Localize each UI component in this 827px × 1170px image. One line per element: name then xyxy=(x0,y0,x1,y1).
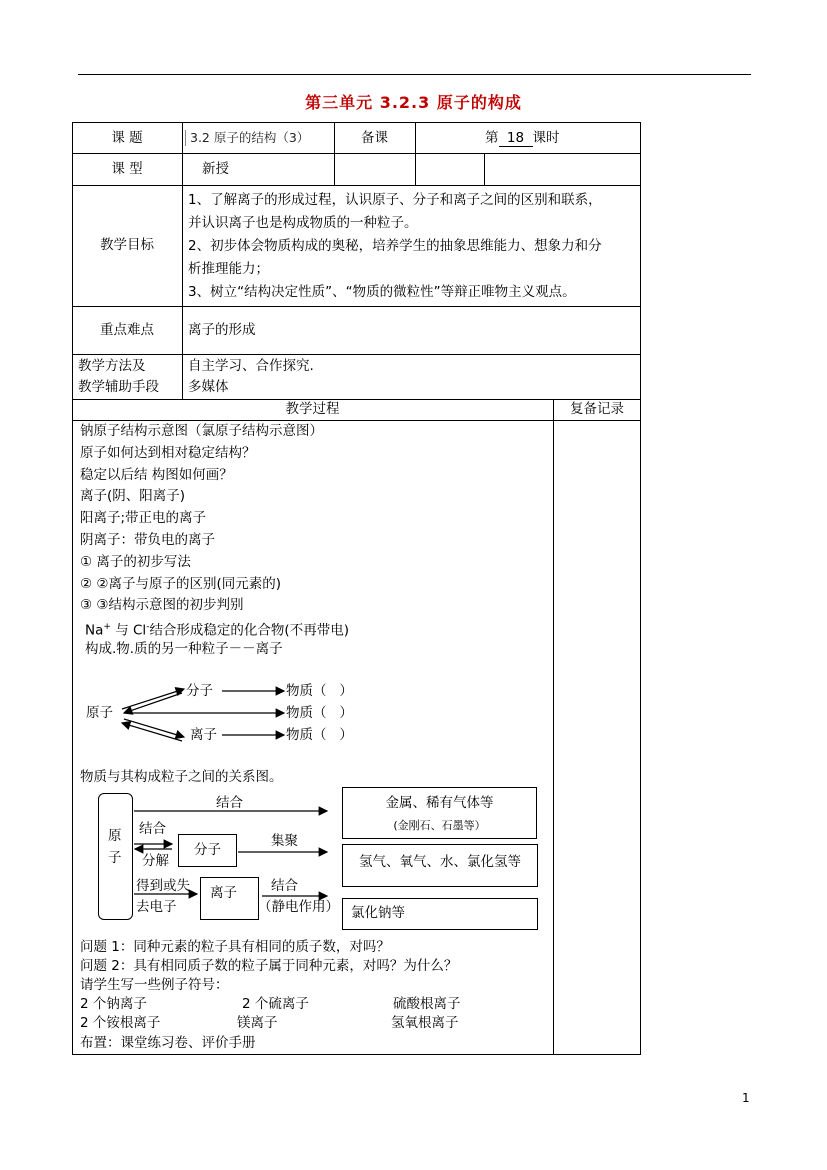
process-line: 钠原子结构示意图（氯原子结构示意图） xyxy=(80,423,323,439)
d2-electrostatic: （静电作用） xyxy=(258,899,339,915)
example-1-1: 2 个钠离子 xyxy=(80,996,147,1012)
process-line: ③ ③结构示意图的初步判别 xyxy=(80,597,244,614)
example-1-2: 2 个硫离子 xyxy=(242,996,309,1012)
d2-combine-top: 结合 xyxy=(216,795,243,811)
d2-metals-note: (金刚石、石墨等） xyxy=(393,819,486,832)
cl-symbol: 与 Cl xyxy=(110,622,147,639)
ke-xing-label: 课 型 xyxy=(111,161,143,177)
another-particle: 构成.物.质的另一种粒子－－离子 xyxy=(85,641,283,657)
d2-ion: 离子 xyxy=(210,885,237,901)
na-charge: + xyxy=(103,622,111,632)
goal-line: 并认识离子也是构成物质的一种粒子。 xyxy=(188,215,418,231)
cl-charge: - xyxy=(146,622,150,632)
d2-atom-char-1: 原 xyxy=(108,828,122,844)
na-cl-rest: 结合形成稳定的化合物(不再带电) xyxy=(149,622,349,639)
process-line: 阴离子：带负电的离子 xyxy=(80,531,215,548)
ke-ti-label: 课 题 xyxy=(111,130,143,146)
d1-ion: 离子 xyxy=(190,727,217,743)
ke-xing-value: 新授 xyxy=(202,161,229,177)
assignment: 布置：课堂练习卷、评价手册 xyxy=(80,1035,256,1051)
process-header: 教学过程 xyxy=(285,401,340,417)
page-title: 第三单元 3.2.3 原子的构成 xyxy=(305,93,522,112)
d1-substance-2: 物质（ ） xyxy=(286,705,353,721)
lesson-prefix: 第 xyxy=(485,130,499,146)
d2-combine-ion: 结合 xyxy=(271,878,298,894)
key-points-value: 离子的形成 xyxy=(188,322,256,338)
lesson-plan-table xyxy=(72,122,641,1055)
goal-line: 1、了解离子的形成过程，认识原子、分子和离子之间的区别和联系， xyxy=(188,192,602,208)
ask-symbols: 请学生写一些例子符号： xyxy=(80,977,229,993)
methods-value-1: 自主学习、合作探究. xyxy=(188,358,314,374)
relation-title: 物质与其构成粒子之间的关系图。 xyxy=(80,769,283,785)
d1-molecule: 分子 xyxy=(186,683,213,699)
bei-ke-label: 备课 xyxy=(361,130,388,146)
process-line: 原子如何达到相对稳定结构？ xyxy=(80,444,256,461)
process-line: 离子(阴、阳离子) xyxy=(80,488,186,505)
d1-atom: 原子 xyxy=(86,705,113,721)
methods-value-2: 多媒体 xyxy=(188,379,229,395)
example-2-2: 镁离子 xyxy=(237,1015,278,1031)
example-2-1: 2 个铵根离子 xyxy=(80,1015,161,1031)
process-line: 阳离子;带正电的离子 xyxy=(80,510,207,527)
d2-gain-lose-2: 去电子 xyxy=(136,899,177,915)
question-2: 问题 2：具有相同质子数的粒子属于同种元素，对吗？为什么？ xyxy=(80,958,458,974)
ke-ti-value: 3.2 原子的结构（3） xyxy=(190,130,310,145)
methods-label-2: 教学辅助手段 xyxy=(78,379,159,395)
lesson-number: 18 xyxy=(499,130,533,147)
d2-atom-char-2: 子 xyxy=(108,850,122,866)
d2-combine-left: 结合 xyxy=(139,821,166,837)
process-line: 稳定以后结 构图如何画？ xyxy=(80,466,233,483)
process-line: ② ②离子与原子的区别(同元素的) xyxy=(80,575,282,592)
d2-gather: 集聚 xyxy=(271,833,298,849)
na-symbol: Na xyxy=(85,622,104,639)
d1-substance-1: 物质（ ） xyxy=(286,683,353,699)
question-1: 问题 1：同种元素的粒子具有相同的质子数，对吗？ xyxy=(80,939,390,955)
review-header: 复备记录 xyxy=(570,401,624,417)
goal-line: 析推理能力； xyxy=(188,261,269,277)
page-number: 1 xyxy=(742,1091,750,1105)
key-points-label: 重点难点 xyxy=(100,322,154,338)
process-line: ① 离子的初步写法 xyxy=(80,553,191,570)
methods-label-1: 教学方法及 xyxy=(78,358,146,374)
d2-decompose: 分解 xyxy=(142,853,169,869)
top-rule xyxy=(78,74,751,75)
d2-metals: 金属、稀有气体等 xyxy=(385,795,494,811)
d2-gases: 氢气、氧气、水、氯化氢等 xyxy=(359,854,521,870)
example-1-3: 硫酸根离子 xyxy=(393,996,461,1012)
d1-substance-3: 物质（ ） xyxy=(286,727,353,743)
d2-gain-lose-1: 得到或失 xyxy=(136,878,190,894)
goal-line: 3、树立“结构决定性质”、“物质的微粒性”等辩正唯物主义观点。 xyxy=(188,284,576,300)
d2-nacl: 氯化钠等 xyxy=(351,905,405,921)
goal-line: 2、初步体会物质构成的奥秘，培养学生的抽象思维能力、想象力和分 xyxy=(188,238,602,254)
goals-label: 教学目标 xyxy=(100,237,154,253)
lesson-suffix: 课时 xyxy=(532,130,560,146)
d2-molecule: 分子 xyxy=(194,842,221,858)
example-2-3: 氢氧根离子 xyxy=(391,1015,459,1031)
